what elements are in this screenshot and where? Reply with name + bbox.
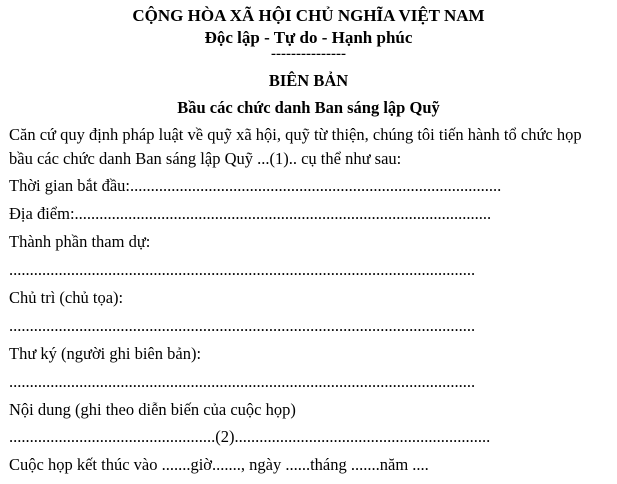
- document-subtitle: Bầu các chức danh Ban sáng lập Quỹ: [177, 98, 440, 117]
- intro-line-1: Căn cứ quy định pháp luật về quỹ xã hội, quỹ từ thiện, chúng tôi tiến hành tổ chức họp: [9, 125, 582, 144]
- location-field: Địa điểm:.....................................................................................................: [9, 204, 492, 223]
- header-divider: ---------------: [271, 46, 346, 62]
- secretary-dots: .................................................................................................................: [9, 372, 476, 391]
- closing-line: Cuộc họp kết thúc vào .......giờ......., ngày ......tháng .......năm ....: [9, 455, 429, 474]
- participants-label: Thành phần tham dự:: [9, 232, 151, 251]
- content-label: Nội dung (ghi theo diễn biến của cuộc họp): [9, 400, 296, 419]
- start-time-field: Thời gian bắt đầu:..........................................................................................: [9, 176, 502, 195]
- motto: Độc lập - Tự do - Hạnh phúc: [204, 28, 413, 47]
- nation-heading: CỘNG HÒA XÃ HỘI CHỦ NGHĨA VIỆT NAM: [132, 6, 485, 25]
- participants-dots: .................................................................................................................: [9, 260, 476, 279]
- document-title: BIÊN BẢN: [268, 71, 349, 90]
- content-dots: ..................................................(2)..............................................................: [9, 427, 491, 446]
- chair-dots: .................................................................................................................: [9, 316, 476, 335]
- secretary-label: Thư ký (người ghi biên bản):: [9, 344, 202, 363]
- chair-label: Chủ trì (chủ tọa):: [9, 288, 124, 307]
- intro-line-2: bầu các chức danh Ban sáng lập Quỹ ...(1).. cụ thể như sau:: [9, 149, 402, 168]
